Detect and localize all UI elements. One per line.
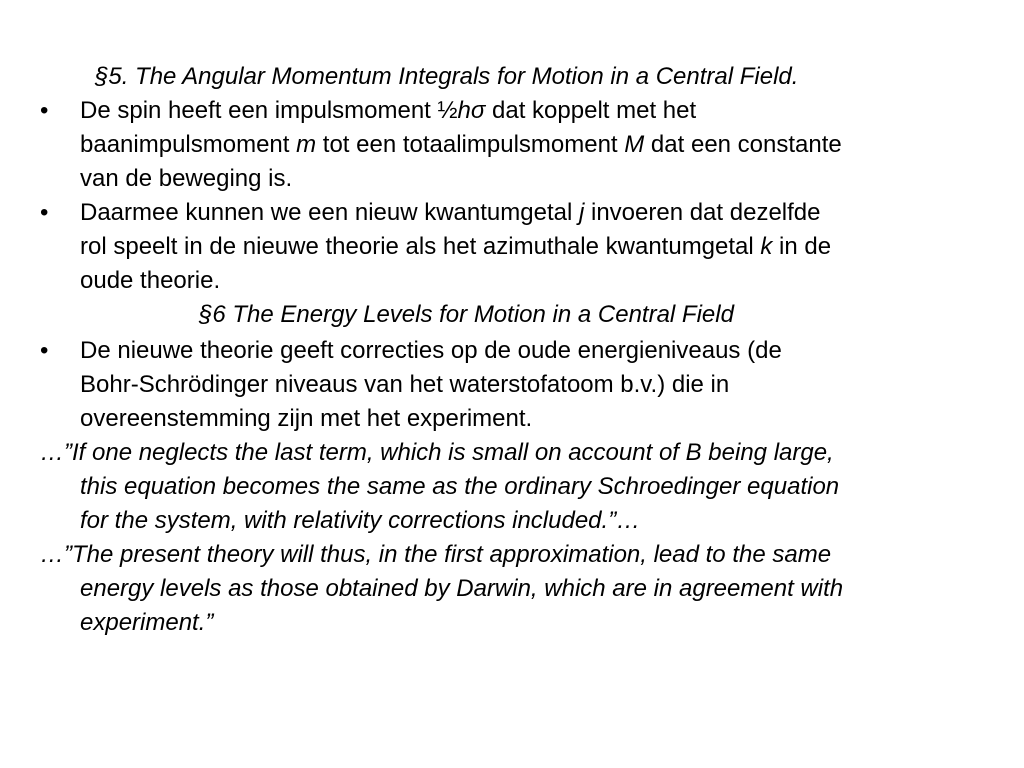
bullet1-line2 bbox=[80, 128, 842, 162]
m-symbol: m bbox=[296, 131, 317, 158]
text-span: tot een totaalimpulsmoment bbox=[316, 131, 625, 158]
quote1-line2: this equation becomes the same as the ordinary Schroedinger equation bbox=[80, 473, 840, 500]
text-span: baanimpulsmoment bbox=[80, 131, 297, 158]
bullet2-line2 bbox=[80, 230, 831, 264]
text-span: Daarmee kunnen we een nieuw kwantumgetal bbox=[80, 199, 579, 226]
quote2-line2: energy levels as those obtained by Darwin, which are in agreement with bbox=[80, 575, 844, 602]
quote1-line1: …”If one neglects the last term, which is small on account of B being large, bbox=[40, 439, 834, 466]
text-span: dat een constante bbox=[644, 131, 842, 158]
bullet2-line3: oude theorie. bbox=[80, 267, 221, 294]
bullet1-line3: van de beweging is. bbox=[80, 165, 293, 192]
k-symbol: k bbox=[760, 233, 773, 260]
section-6-heading: §6 The Energy Levels for Motion in a Central Field bbox=[199, 301, 734, 328]
quote2-line1: …”The present theory will thus, in the first approximation, lead to the same bbox=[40, 541, 832, 568]
bullet-dot: • bbox=[40, 337, 49, 364]
h-sigma-symbol: hσ bbox=[457, 97, 486, 124]
bullet-dot: • bbox=[40, 199, 49, 226]
j-symbol: j bbox=[578, 199, 585, 226]
text-span: invoeren dat dezelfde bbox=[584, 199, 821, 226]
bullet3-line3: overeenstemming zijn met het experiment. bbox=[80, 405, 533, 432]
bullet1-line1 bbox=[80, 94, 696, 128]
quote2-line3: experiment.” bbox=[80, 609, 214, 636]
bullet-dot: • bbox=[40, 97, 49, 124]
text-span: in de bbox=[772, 233, 832, 260]
bullet3-line2: Bohr-Schrödinger niveaus van het waterstofatoom b.v.) die in bbox=[80, 371, 730, 398]
text-span: De spin heeft een impulsmoment bbox=[80, 97, 438, 124]
text-span: dat koppelt met het bbox=[485, 97, 697, 124]
section-5-heading: §5. The Angular Momentum Integrals for Motion in a Central Field. bbox=[95, 63, 799, 90]
quote1-line3: for the system, with relativity corrections included.”… bbox=[80, 507, 641, 534]
text-span: rol speelt in de nieuwe theorie als het azimuthale kwantumgetal bbox=[80, 233, 761, 260]
M-symbol: M bbox=[624, 131, 645, 158]
bullet3-line1: De nieuwe theorie geeft correcties op de oude energieniveaus (de bbox=[80, 337, 782, 364]
half-symbol: ½ bbox=[437, 97, 458, 124]
bullet2-line1 bbox=[80, 196, 820, 230]
